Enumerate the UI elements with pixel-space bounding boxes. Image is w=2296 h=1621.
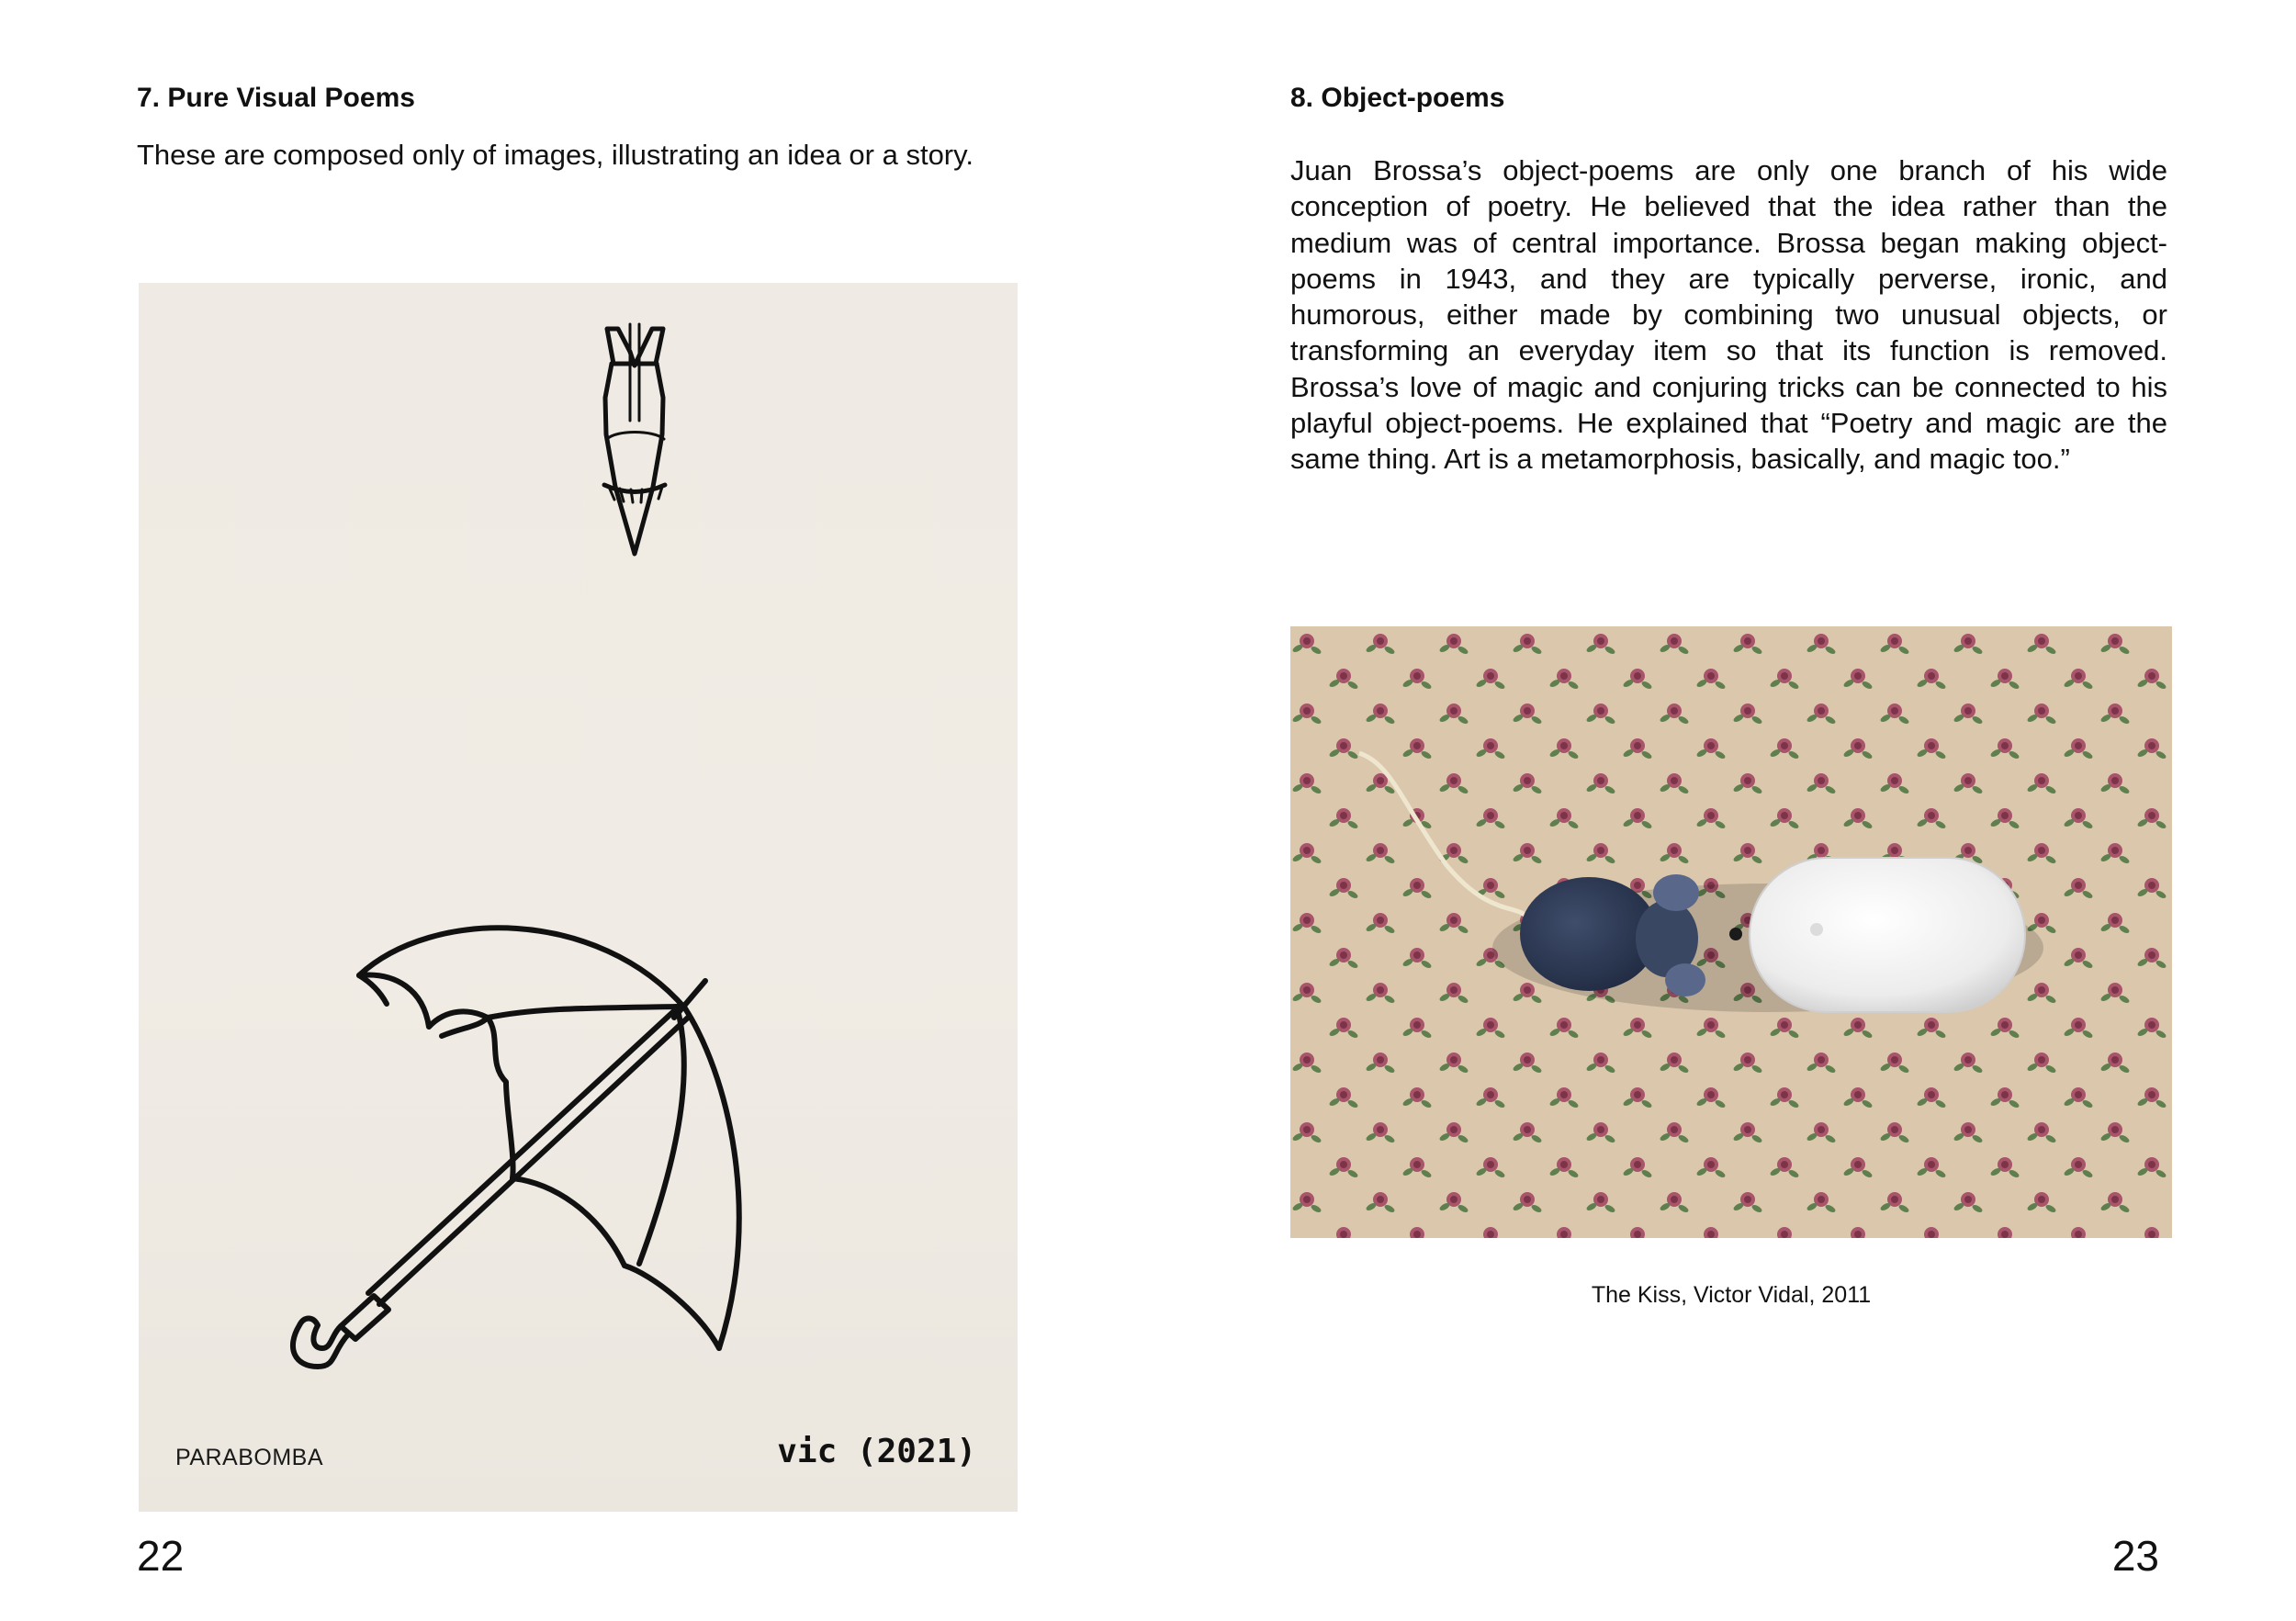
the-kiss-photo xyxy=(1290,626,2172,1238)
intro-paragraph: These are composed only of images, illustrating an idea or a story. xyxy=(137,139,974,171)
body-paragraph: Juan Brossa’s object-poems are only one branch of his wide conception of poetry. He believed that the idea rather than the medium was of central importance. Brossa began making object-poems in 1943, and they are typically perverse, ironic, and humorous, either made by combining two unusual objects, or transforming an everyday item so that its function is removed. Brossa’s love of magic and conjuring tricks can be connected to his playful object-poems. He explained that “Poetry and magic are the same thing. Art is a metamorphosis, basically, and magic too.” xyxy=(1290,154,2167,476)
right-page xyxy=(1148,0,2296,1621)
parabomba-artwork xyxy=(139,283,1018,1512)
section-heading-object-poems: 8. Object-poems xyxy=(1290,83,1505,113)
page-number-right: 23 xyxy=(2111,1532,2159,1580)
section-heading-visual-poems: 7. Pure Visual Poems xyxy=(137,83,415,113)
bomb-icon xyxy=(604,324,665,554)
umbrella-icon xyxy=(293,928,739,1367)
photo-image xyxy=(1290,626,2172,1238)
photo-caption: The Kiss, Victor Vidal, 2011 xyxy=(1591,1282,1872,1308)
computer-mouse xyxy=(1750,858,2025,1012)
artwork-drawing xyxy=(139,283,1018,1512)
artwork-signature: vic (2021) xyxy=(777,1433,976,1470)
artwork-title: PARABOMBA xyxy=(175,1445,324,1470)
page-number-left: 22 xyxy=(137,1532,185,1580)
